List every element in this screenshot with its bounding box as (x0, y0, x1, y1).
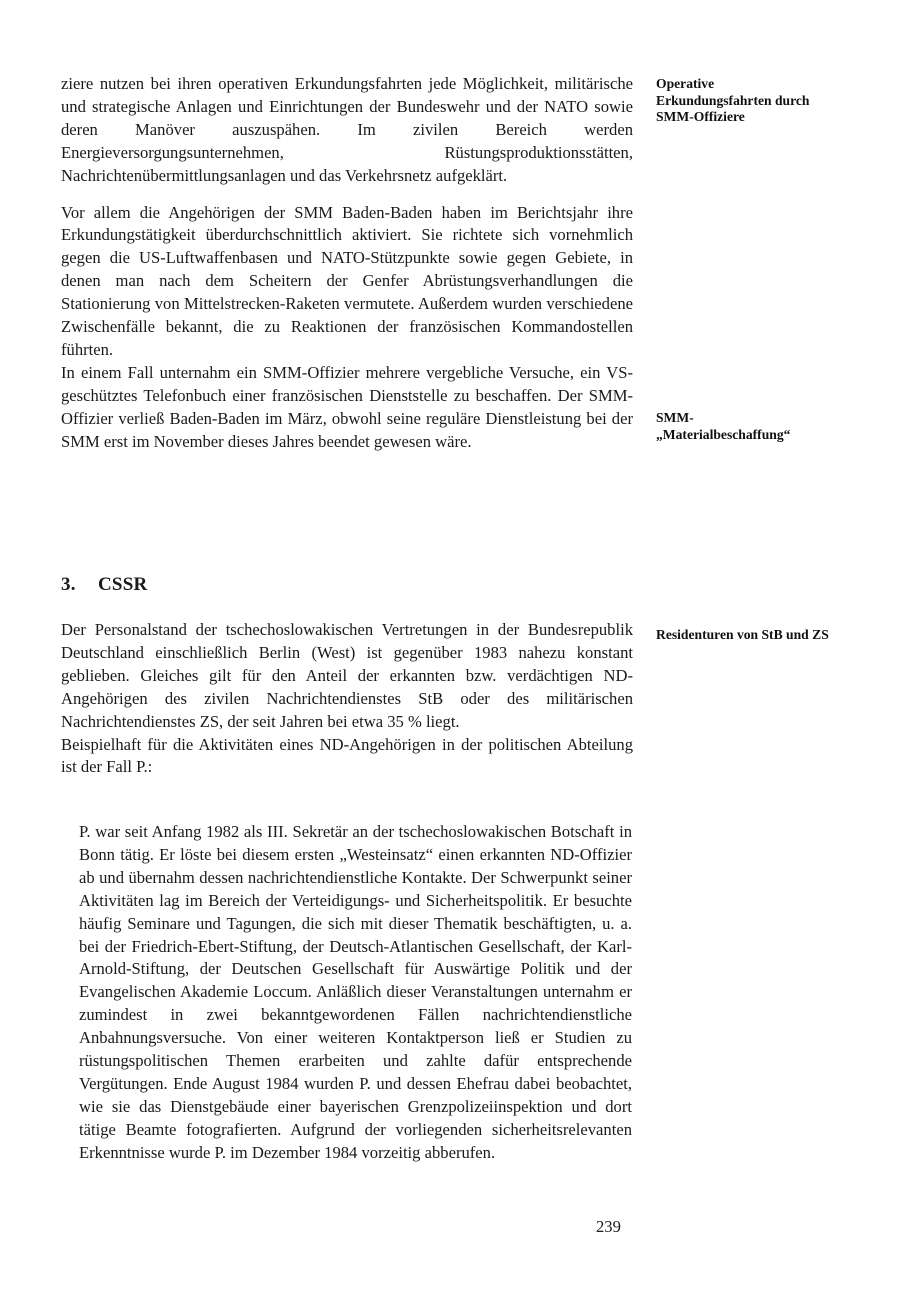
sidenote-material-acquisition: SMM-„Materialbeschaffung“ (656, 410, 791, 442)
section-number: 3. (61, 574, 76, 595)
paragraph-smm-telephone-book: In einem Fall unternahm ein SMM-Offizier mehrere vergebliche Versuche, ein VS-geschütztes Telefonbuch einer französischen Dienststelle zu beschaffen. Der SMM-Offizier verließ Baden-Baden im März, obwohl seine reguläre Dienstleistung bei der SMM erst im November dieses Jahres beendet gewesen wäre. (61, 362, 633, 451)
page-number: 239 (596, 1217, 621, 1236)
paragraph-cssr-personnel: Der Personalstand der tschechoslowakischen Vertretungen in der Bundesrepublik Deutschland einschließlich Berlin (West) ist gegenüber 1983 nahezu konstant geblieben. Gleiches gilt für den Anteil der erkannten bzw. verdächtigen ND-Angehörigen des zivilen Nachrichtendienstes StB oder des militärischen Nachrichtendienstes ZS, der seit Jahren bei etwa 35 % liegt. (61, 620, 633, 731)
sidenote-residencies: Residenturen von StB und ZS (656, 627, 829, 642)
sidenote-reconnaissance: Operative Erkundungsfahrten durch SMM-Offiziere (656, 76, 810, 124)
paragraph-smm-reconnaissance: ziere nutzen bei ihren operativen Erkundungsfahrten jede Möglichkeit, militärische und strategische Anlagen und Einrichtungen der Bundeswehr und der NATO sowie deren Manöver auszuspähen. Im zivilen Bereich werden Energieversorgungsunternehmen, Rüstungsproduktionsstätten, Nachrichtenübermittlungsanlagen und das Verkehrsnetz aufgeklärt. (61, 74, 633, 185)
paragraph-smm-baden-baden: Vor allem die Angehörigen der SMM Baden-Baden haben im Berichtsjahr ihre Erkundungstätigkeit überdurchschnittlich aktiviert. Sie richtete sich vornehmlich gegen die US-Luftwaffenbasen und NATO-Stützpunkte sowie gegen Gebiete, in denen man nach dem Scheitern der Genfer Abrüstungsverhandlungen die Stationierung von Mittelstrecken-Raketen vermutete. Außerdem wurden verschiedene Zwischenfälle bekannt, die zu Reaktionen der französischen Kommandostellen führten. (61, 202, 633, 359)
indented-case-block (79, 821, 632, 1165)
paragraph-cssr-example-intro: Beispielhaft für die Aktivitäten eines ND-Angehörigen in der politischen Abteilung ist der Fall P.: (61, 734, 633, 777)
body-block-cssr (61, 619, 633, 779)
section-title: CSSR (98, 574, 148, 595)
body-block-smm (61, 73, 633, 454)
paragraph-case-p: P. war seit Anfang 1982 als III. Sekretär an der tschechoslowakischen Botschaft in Bonn tätig. Er löste bei diesem ersten „Westeinsatz“ einen erkannten ND-Offizier ab und übernahm dessen nachrichtendienstliche Kontakte. Der Schwerpunkt seiner Aktivitäten lag im Bereich der Verteidigungs- und Sicherheitspolitik. Er besuchte häufig Seminare und Tagungen, die sich mit dieser Thematik beschäftigten, u. a. bei der Friedrich-Ebert-Stiftung, der Deutsch-Atlantischen Gesellschaft, der Karl-Arnold-Stiftung, der Deutschen Gesellschaft für Auswärtige Politik und der Evangelischen Akademie Loccum. Anläßlich dieser Veranstaltungen unternahm er zumindest in zwei bekanntgewordenen Fällen nachrichtendienstliche Anbahnungsversuche. Von einer weiteren Kontaktperson ließ er Studien zu rüstungspolitischen Themen erarbeiten und zahlte dafür entsprechende Vergütungen. Ende August 1984 wurden P. und dessen Ehefrau dabei beobachtet, wie sie das Dienstgebäude einer bayerischen Grenzpolizeiinspektion und dort tätige Beamte fotografierten. Aufgrund der vorliegenden sicherheitsrelevanten Erkenntnisse wurde P. im Dezember 1984 vorzeitig abberufen. (79, 822, 632, 1162)
section-heading (61, 574, 147, 596)
